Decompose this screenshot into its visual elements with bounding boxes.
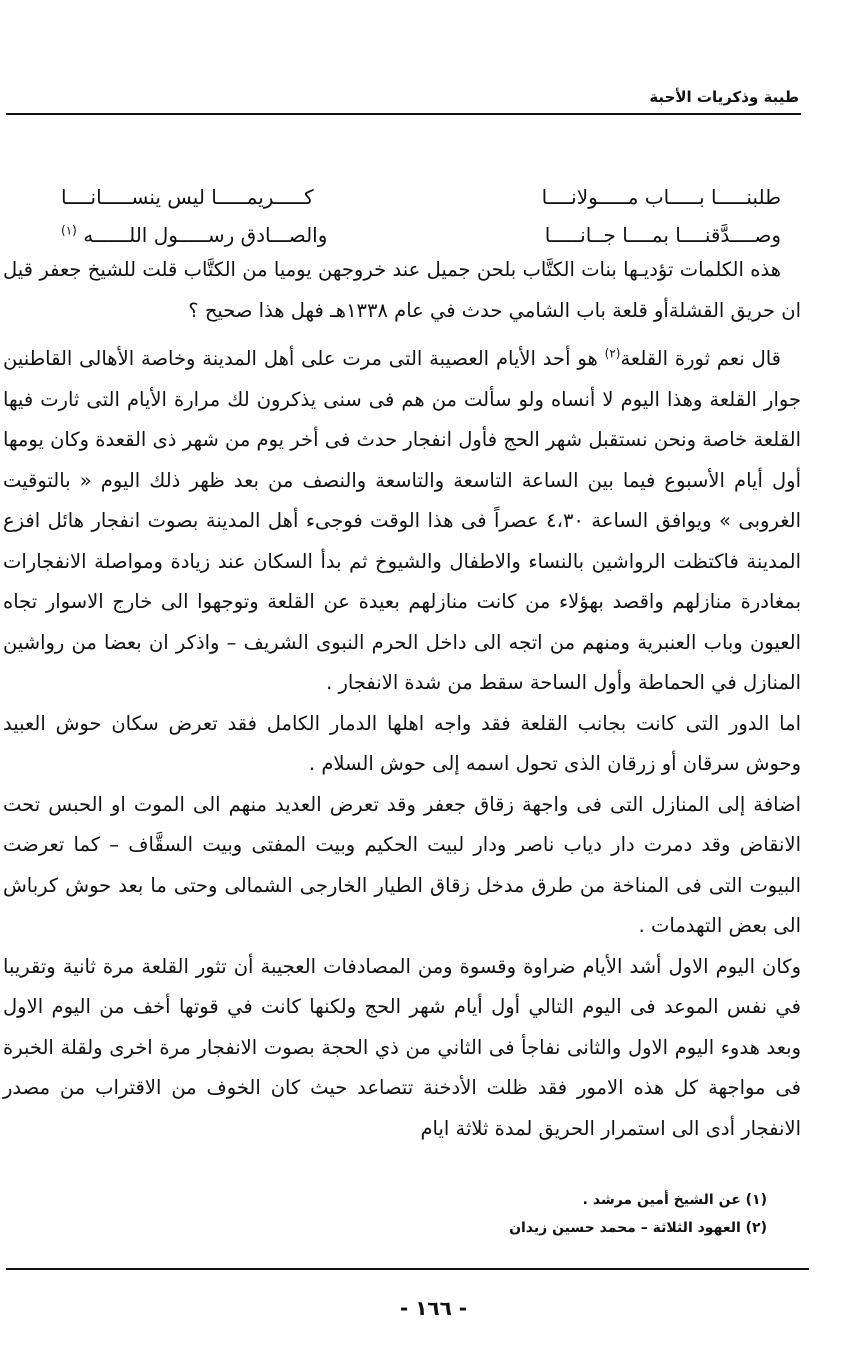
poem-verses	[61, 178, 781, 254]
verse-left-half: كـــــريمـــــا ليس ينســـــانــــا	[61, 185, 314, 209]
verse-text: والصـــادق رســـــول اللــــــه	[83, 223, 328, 247]
footnote: (٢) العهود الثلاثة – محمد حسين زيدان	[509, 1220, 767, 1236]
paragraph: وكان اليوم الاول أشد الأيام ضراوة وقسوة ومن المصادفات العجيبة أن تثور القلعة مرة ثانية وتقريبا في نفس الموعد فى اليوم التالي أول أيام شهر الحج ولكنها كانت في قوتها أخف من اليوم الاول وبعد هدوء اليوم الاول والثانى نفاجأ فى الثاني من ذي الحجة بصوت الانفجار مرة اخرى ولقلة الخبرة فى مواجهة كل هذه الامور فقد ظلت الأدخنة تتصاعد حيث كان الخوف من الاقتراب من مصدر الانفجار أدى الى استمرار الحريق لمدة ثلاثة ايام	[3, 954, 801, 1140]
footnote-ref: (١)	[61, 223, 77, 238]
paragraph: اضافة إلى المنازل التى فى واجهة زقاق جعفر وقد تعرض العديد منهم الى الموت او الحبس تحت الانقاض وقد دمرت دار دياب ناصر ودار لبيت الحكيم وبيت المفتى وبيت السقَّاف – كما تعرضت البيوت التى فى المناخة من طرق مدخل زقاق الطيار الخارجى الشمالى وحتى ما بعد حوش كرباش الى بعض التهدمات .	[3, 792, 801, 937]
header-rule	[6, 113, 801, 115]
page-number: - ١٦٦ -	[399, 1296, 468, 1320]
running-header: طيبة وذكريات الأحبة	[649, 88, 799, 106]
footnotes	[67, 1186, 767, 1242]
footer-rule	[6, 1268, 809, 1270]
footnote-ref: (٢)	[604, 346, 621, 361]
poem-line	[61, 178, 781, 216]
body-text	[3, 250, 801, 1149]
verse-right-half: طلبنـــــا بـــــاب مـــــولانــــا	[541, 185, 781, 209]
verse-right-half: وصــــدَّقنــــا بمــــا جــانـــــا	[544, 223, 781, 247]
poem-line	[61, 216, 781, 254]
footnote: (١) عن الشيخ أمين مرشد .	[582, 1192, 767, 1208]
verse-left-half	[61, 216, 327, 254]
paragraph: هذه الكلمات تؤديـها بنات الكتَّاب بلحن جميل عند خروجهن يوميا من الكتَّاب قلت للشيخ جعفر قيل ان حريق القشلةأو قلعة باب الشامي حدث في عام ١٣٣٨هـ فهل هذا صحيح ؟	[3, 258, 801, 322]
paragraph: اما الدور التى كانت بجانب القلعة فقد واجه اهلها الدمار الكامل فقد تعرض سكان حوش العبيد وحوش سرقان أو زرقان الذى تحول اسمه إلى حوش السلام .	[3, 711, 801, 775]
paragraph: قال نعم ثورة القلعة$^{(٢)}$ هو أحد الأيام العصيبة التى مرت على أهل المدينة وخاصة الأهالى القاطنين جوار القلعة وهذا اليوم لا أنساه ولو سألت من هم فى سنى يذكرون لك مرارة الأيام التى ثارت فيها القلعة خاصة ونحن نستقبل شهر الحج فأول انفجار حدث فى أخر يوم من شهر ذى القعدة وكان يومها أول أيام الأسبوع فيما بين الساعة التاسعة والتاسعة والنصف من بعد ظهر ذلك اليوم « بالتوقيت الغروبى » ويوافق الساعة ٤،٣٠ عصراً فى هذا الوقت فوجىء أهل المدينة بصوت انفجار هائل افزع المدينة فاكتظت الرواشين بالنساء والاطفال والشيوخ ثم بدأ السكان عند زيادة ومواصلة الانفجارات بمغادرة منازلهم واقصد بهؤلاء من كانت منازلهم بعيدة عن القلعة وتوجهوا الى خارج الاسوار تجاه العيون وباب العنبرية ومنهم من اتجه الى داخل الحرم النبوى الشريف – واذكر ان بعضا من رواشين المنازل في الحماطة وأول الساحة سقط من شدة الانفجار .	[3, 346, 801, 694]
